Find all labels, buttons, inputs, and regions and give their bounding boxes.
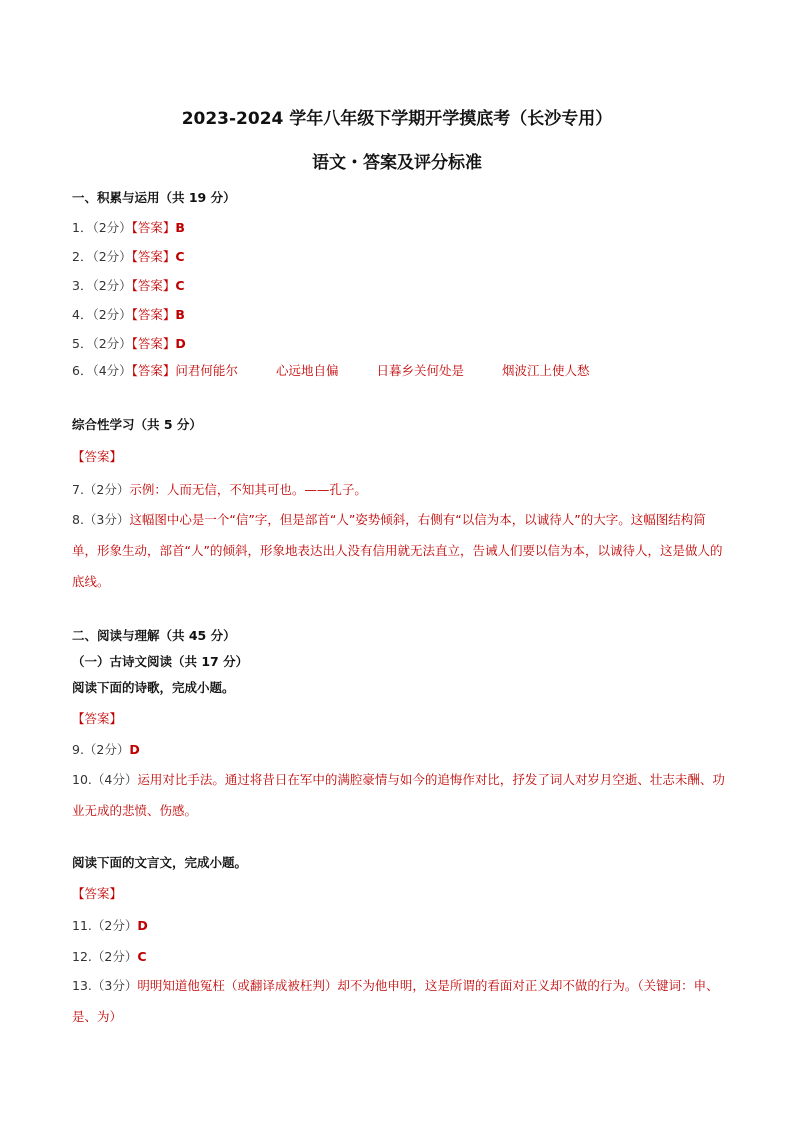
answer-row-1 — [72, 218, 185, 236]
answer-tag: 【答案】 — [72, 449, 123, 464]
item-score: （2分） — [92, 220, 132, 235]
answer-tag: 【答案】 — [131, 363, 176, 378]
answer-row-7 — [72, 480, 367, 498]
answer-tag: 【答案】 — [72, 711, 123, 726]
poem-instruction: 阅读下面的诗歌，完成小题。 — [72, 680, 235, 695]
answer-row-10 — [72, 764, 727, 826]
answer-row-11 — [72, 916, 148, 934]
item-number: 6． — [72, 363, 93, 378]
item-prefix: 10.（4分） — [72, 772, 138, 787]
item-score: （4分） — [92, 363, 132, 378]
item-number: 5． — [72, 336, 93, 351]
poem-line-answer: 问君何能尔 — [175, 363, 238, 378]
document-subtitle: 语文・答案及评分标准 — [312, 153, 482, 173]
answer-value: D — [175, 336, 186, 351]
answer-row-5 — [72, 334, 186, 352]
answer-row-2 — [72, 247, 185, 265]
comprehensive-heading: 综合性学习（共 5 分） — [72, 417, 202, 432]
answer-row-12 — [72, 947, 147, 965]
answer-value: D — [137, 918, 148, 933]
item-score: （2分） — [92, 278, 132, 293]
item-prefix: 12.（2分） — [72, 949, 138, 964]
item-prefix: 7.（2分） — [72, 482, 130, 497]
item-score: （2分） — [92, 307, 132, 322]
answer-row-3 — [72, 276, 185, 294]
answer-text: 明明知道他冤枉（或翻译成被枉判）却不为他申明，这是所谓的看面对正义却不做的行为。（关键词：申、是、为） — [72, 978, 719, 1024]
answer-row-8 — [72, 504, 727, 597]
section1-heading: 一、积累与运用（共 19 分） — [72, 190, 236, 205]
answer-value: B — [175, 220, 185, 235]
answer-row-4 — [72, 305, 185, 323]
item-prefix: 9.（2分） — [72, 742, 130, 757]
answer-value: B — [175, 307, 185, 322]
subsection-heading: （一）古诗文阅读（共 17 分） — [72, 654, 249, 669]
item-prefix: 13.（3分） — [72, 978, 138, 993]
poem-line-answer: 日暮乡关何处是 — [376, 363, 464, 378]
prose-instruction: 阅读下面的文言文，完成小题。 — [72, 855, 248, 870]
item-score: （2分） — [92, 249, 132, 264]
item-prefix: 11.（2分） — [72, 918, 138, 933]
section2-heading: 二、阅读与理解（共 45 分） — [72, 628, 236, 643]
answer-text: 示例：人而无信，不知其可也。——孔子。 — [129, 482, 367, 497]
item-number: 3． — [72, 278, 93, 293]
answer-row-6 — [72, 361, 589, 379]
answer-text: 运用对比手法。通过将昔日在军中的满腔豪情与如今的追悔作对比，抒发了词人对岁月空逝、壮志未酬、功业无成的悲愤、伤感。 — [72, 772, 725, 818]
item-score: （2分） — [92, 336, 132, 351]
answer-tag: 【答案】 — [131, 307, 176, 322]
item-number: 1． — [72, 220, 93, 235]
answer-value: C — [175, 249, 185, 264]
answer-row-13 — [72, 970, 727, 1032]
item-prefix: 8.（3分） — [72, 512, 130, 527]
answer-row-9 — [72, 740, 140, 758]
answer-tag: 【答案】 — [131, 336, 176, 351]
poem-line-answer: 烟波江上使人愁 — [501, 363, 590, 378]
answer-tag: 【答案】 — [131, 220, 176, 235]
answer-value: D — [129, 742, 140, 757]
item-number: 2． — [72, 249, 93, 264]
answer-value: C — [175, 278, 185, 293]
item-number: 4． — [72, 307, 93, 322]
answer-tag: 【答案】 — [131, 249, 176, 264]
answer-tag: 【答案】 — [72, 886, 123, 901]
answer-tag: 【答案】 — [131, 278, 176, 293]
poem-line-answer: 心远地自偏 — [275, 363, 339, 378]
answer-text: 这幅图中心是一个“信”字，但是部首“人”姿势倾斜，右侧有“以信为本，以诚待人”的大字。这幅图结构简单，形象生动，部首“人”的倾斜，形象地表达出人没有信用就无法直立，告诫人们要以信为本，以诚待人，这是做人的底线。 — [72, 512, 723, 589]
answer-value: C — [137, 949, 147, 964]
document-title: 2023-2024 学年八年级下学期开学摸底考（长沙专用） — [181, 109, 613, 129]
